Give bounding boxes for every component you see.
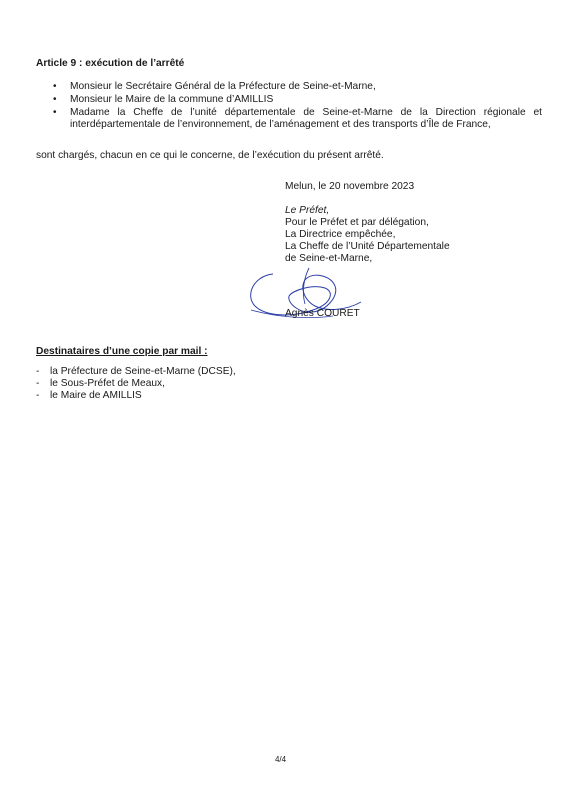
bullet-item xyxy=(50,94,542,106)
recipient-item xyxy=(36,378,236,390)
bullet-icon: • xyxy=(53,107,57,118)
signature-block xyxy=(285,181,450,265)
dash-icon: - xyxy=(36,366,40,377)
bullet-text: Madame la Cheffe de l’unité départementale de Seine-et-Marne de la Direction régionale et interdépartementale de l’environnement, de l’aménagement et des transports d’Île de France, xyxy=(70,107,542,130)
recipient-item xyxy=(36,366,236,378)
bullet-icon: • xyxy=(53,94,57,105)
bullet-icon: • xyxy=(53,81,57,92)
article-title: Article 9 : exécution de l’arrêté xyxy=(36,58,185,69)
bullet-text: Monsieur le Secrétaire Général de la Préfecture de Seine-et-Marne, xyxy=(70,81,376,92)
page-number: 4/4 xyxy=(274,755,287,764)
bullet-text: Monsieur le Maire de la commune d’AMILLIS xyxy=(70,94,274,105)
place-date: Melun, le 20 novembre 2023 xyxy=(285,181,415,192)
bullet-item xyxy=(50,107,542,131)
recipients-list xyxy=(36,366,236,402)
delegation-line: Pour le Préfet et par délégation, xyxy=(285,217,429,228)
dash-icon: - xyxy=(36,390,40,401)
recipient-text: le Sous-Préfet de Meaux, xyxy=(50,378,165,389)
signer-name: Agnès COURET xyxy=(285,308,360,319)
article-bullet-list xyxy=(50,81,542,132)
recipient-text: la Préfecture de Seine-et-Marne (DCSE), xyxy=(50,366,236,377)
delegation-line: La Cheffe de l’Unité Départementale xyxy=(285,241,450,252)
delegation-line: de Seine-et-Marne, xyxy=(285,253,373,264)
delegation-line: La Directrice empêchée, xyxy=(285,229,396,240)
recipients-title: Destinataires d’une copie par mail : xyxy=(36,346,208,357)
recipient-item xyxy=(36,390,236,402)
closing-sentence: sont chargés, chacun en ce qui le concerne, de l’exécution du présent arrêté. xyxy=(36,150,384,161)
recipient-text: le Maire de AMILLIS xyxy=(50,390,142,401)
bullet-item xyxy=(50,81,542,93)
dash-icon: - xyxy=(36,378,40,389)
signatory-title: Le Préfet, xyxy=(285,205,330,216)
